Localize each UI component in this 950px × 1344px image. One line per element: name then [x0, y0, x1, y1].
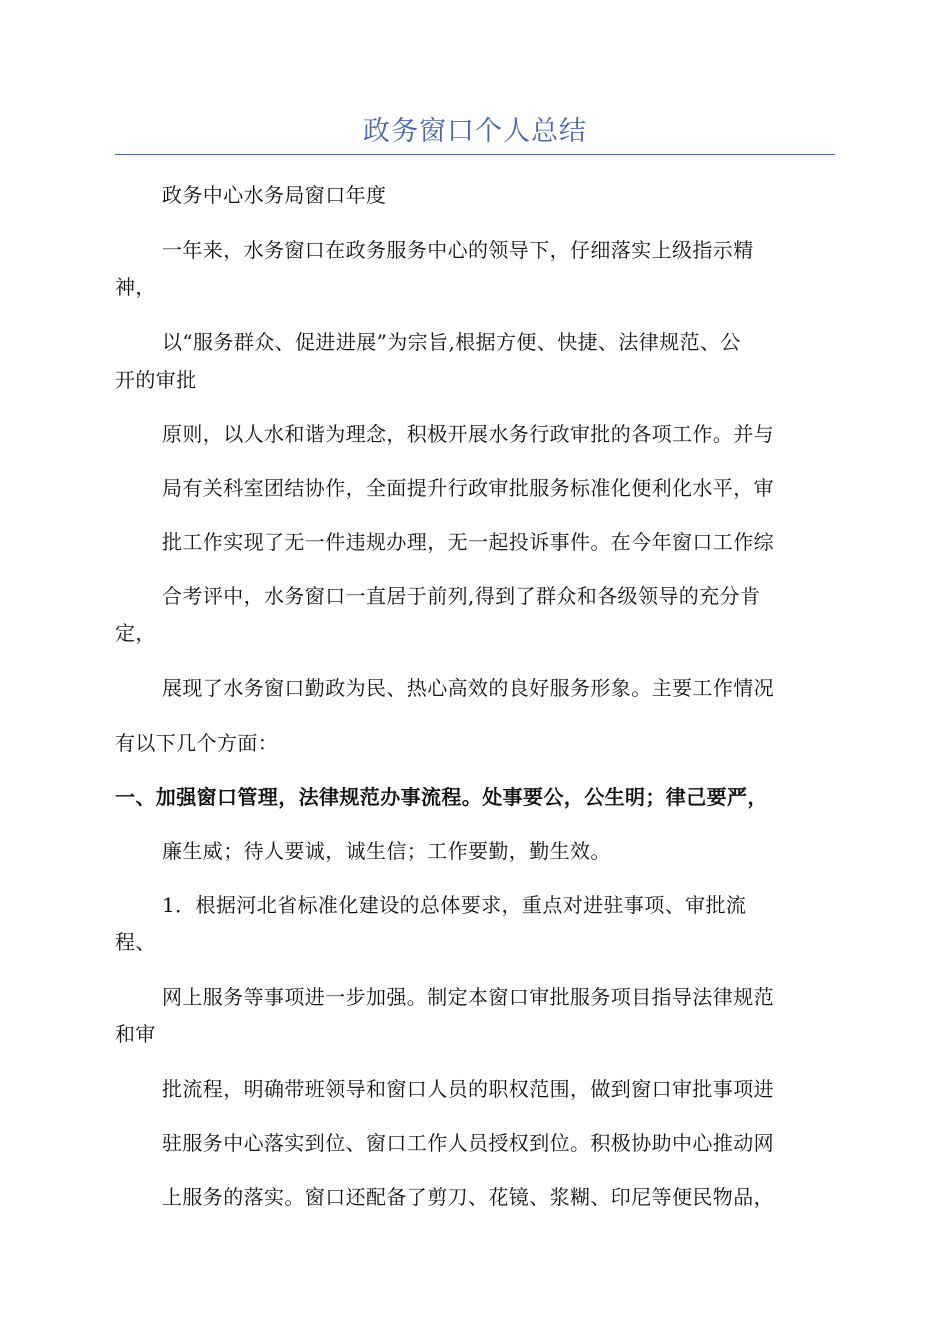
text-line: 廉生威；待人要诚，诚生信；工作要勤，勤生效。: [162, 839, 611, 863]
text-line: 定，: [115, 621, 156, 645]
text-line: 合考评中，水务窗口一直居于前列,得到了群众和各级领导的充分肯: [162, 584, 761, 608]
text-line: 局有关科室团结协作，全面提升行政审批服务标准化便利化水平，审: [162, 476, 774, 500]
text-line: 原则，以人水和谐为理念，积极开展水务行政审批的各项工作。并与: [162, 422, 774, 446]
text-line: 有以下几个方面：: [115, 731, 279, 755]
title-underline: [115, 154, 835, 155]
text-line: 政务中心水务局窗口年度: [162, 183, 387, 207]
text-line: 开的审批: [115, 368, 197, 392]
text-line: 1．根据河北省标准化建设的总体要求，重点对进驻事项、审批流: [162, 893, 747, 917]
text-line: 程、: [115, 930, 156, 954]
text-line: 批流程，明确带班领导和窗口人员的职权范围，做到窗口审批事项进: [162, 1077, 774, 1101]
text-line: 一年来，水务窗口在政务服务中心的领导下，仔细落实上级指示精: [162, 238, 754, 262]
text-line: 展现了水务窗口勤政为民、热心高效的良好服务形象。主要工作情况: [162, 676, 774, 700]
text-line: 驻服务中心落实到位、窗口工作人员授权到位。积极协助中心推动网: [162, 1131, 774, 1155]
section-heading: 一、加强窗口管理，法律规范办事流程。处事要公，公生明；律己要严，: [115, 785, 768, 809]
text-line: 网上服务等事项进一步加强。制定本窗口审批服务项目指导法律规范: [162, 985, 774, 1009]
text-line: 和审: [115, 1022, 156, 1046]
text-line: 神，: [115, 275, 156, 299]
page-title: 政务窗口个人总结: [363, 116, 587, 147]
text-line: 上服务的落实。窗口还配备了剪刀、花镜、浆糊、印尼等便民物品，: [162, 1185, 774, 1209]
text-line: 批工作实现了无一件违规办理，无一起投诉事件。在今年窗口工作综: [162, 530, 774, 554]
text-line: 以“服务群众、促进进展”为宗旨,根据方便、快捷、法律规范、公: [162, 330, 741, 354]
